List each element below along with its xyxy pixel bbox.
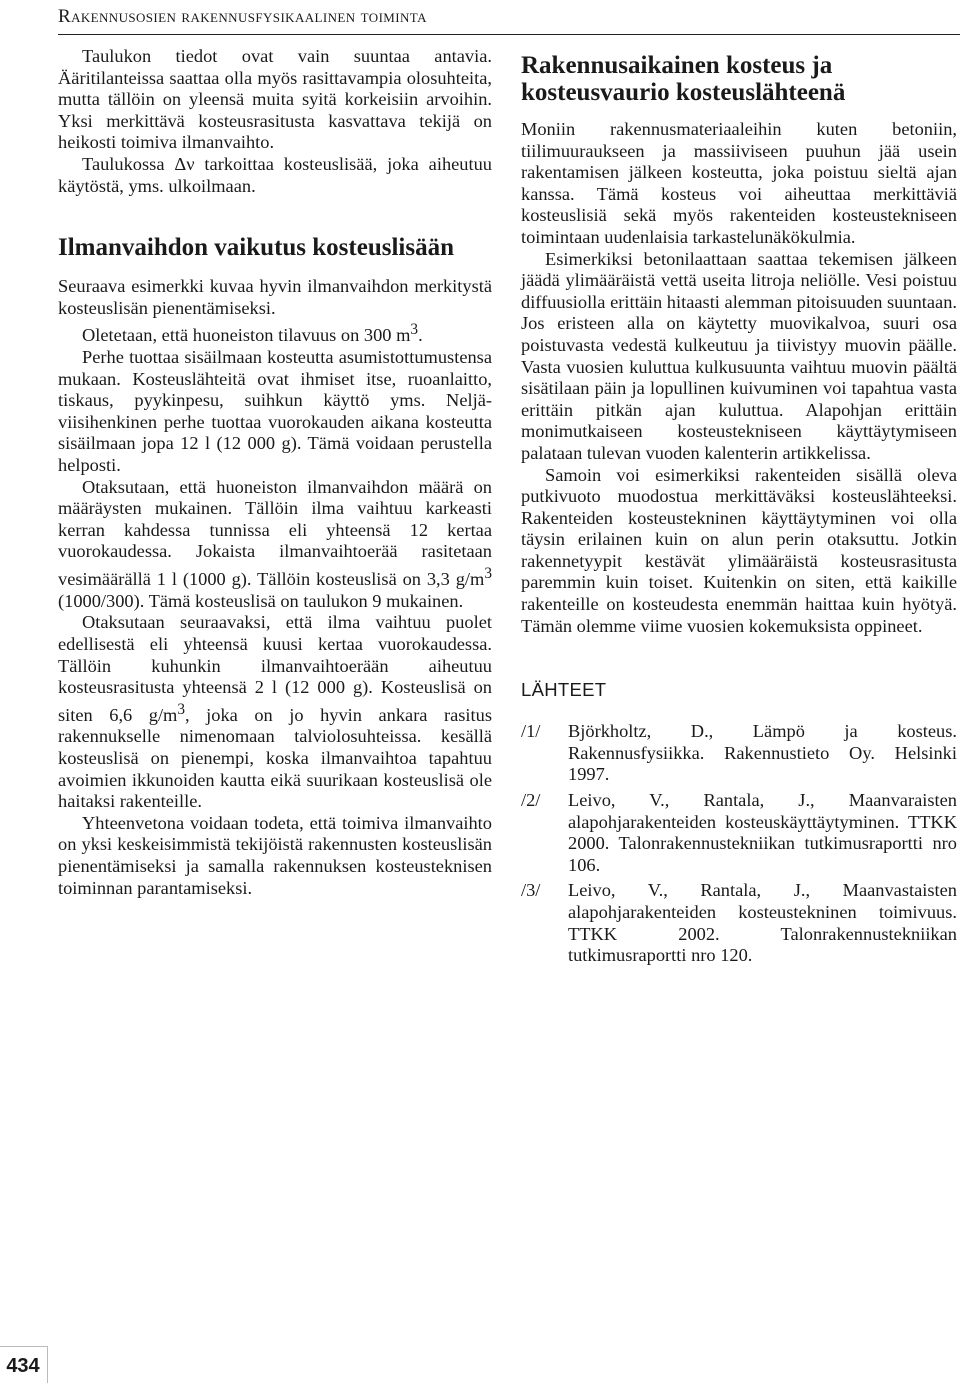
references-heading: LÄHTEET: [521, 679, 607, 701]
paragraph: Seuraava esimerkki kuvaa hyvin ilmanvaihdon merkitystä kosteuslisän pienentämiseksi.: [58, 276, 492, 318]
right-column: [521, 46, 957, 971]
page-number: 434: [0, 1350, 46, 1383]
reference-number: /3/: [521, 880, 541, 901]
reference-text: Björkholtz, D., Lämpö ja kosteus. Rakennusfysiikka. Rakennustieto Oy. Helsinki 1997.: [568, 721, 957, 785]
delta-nu-symbol: Δν: [174, 153, 195, 174]
paragraph: Moniin rakennusmateriaaleihin kuten betoniin, tiilimuuraukseen ja massiiviseen puuhun jää usein rakentamisen jälkeen kosteutta, joka poistuu sieltä ajan kanssa. Tämä kosteus voi aiheuttaa merkittäviä kosteuslisiä sekä myös rakenteiden kosteustekniseen toimintaan uudenlaisia tarkastelunäkökulmia.: [521, 119, 957, 247]
paragraph: Taulukon tiedot ovat vain suuntaa antavia. Ääritilanteissa saattaa olla myös rasittavampia olosuhteita, mutta tällöin on yleensä muita syitä korkeisiin arvoihin. Yksi merkittävä kosteusrasitusta kasvattava tekijä on heikosti toimiva ilmanvaihto.: [58, 46, 492, 153]
header-rule: [58, 34, 960, 35]
text-span: Otaksutaan, että huoneiston ilmanvaihdon määrä on määräysten mukainen. Tällöin ilma vaihtuu karkeasti kerran kahdessa tunnissa eli yhteensä 12 kertaa vuorokaudessa. Jokaista ilmanvaihtoerää rasitetaan vesimäärällä 1 l (1000 g). Tällöin kosteuslisä on 3,3 g/m: [58, 476, 492, 590]
superscript: 3: [484, 565, 492, 582]
paragraph: [58, 477, 492, 613]
running-head: Rakennusosien rakennusfysikaalinen toiminta: [58, 6, 427, 27]
paragraph: Yhteenvetona voidaan todeta, että toimiva ilmanvaihto on yksi keskeisimmistä tekijöistä rakennusten kosteuslisän pienentämiseksi ja samalla rakennuksen kosteusteknisen toiminnan parantamiseksi.: [58, 812, 492, 898]
reference-item: [521, 721, 957, 786]
paragraph: [58, 154, 492, 197]
superscript: 3: [410, 321, 419, 339]
superscript: 3: [177, 700, 186, 718]
text-span: Taulukossa: [82, 153, 175, 174]
reference-item: [521, 880, 957, 966]
text-span: .: [418, 325, 423, 346]
text-span: tarkoittaa kosteuslisää, joka aiheutuu käytöstä, yms. ulkoilmaan.: [58, 153, 492, 196]
reference-item: [521, 790, 957, 876]
paragraph: [58, 612, 492, 812]
text-span: (1000/300). Tämä kosteuslisä on taulukon 9 mukainen.: [58, 590, 464, 611]
paragraph: Esimerkiksi betonilaattaan saattaa tekemisen jälkeen jäädä ylimääräistä vettä useita litroja neliölle. Vesi poistuu diffuusiolla erittäin hitaasti alemman pitoisuuden suuntaan. Jos eristeen alla on käytetty muovikalvoa, suuri osa poistuvasta vedestä kulkeutuu ja tiivistyy muovin päälle. Vasta vuosien kuluttua kulkusuunta vaihtuu muovin päältä sisätilaan päin ja lopullinen kuivuminen voi tapahtua vasta erittäin pitkän ajan kuluttua. Alapohjan erittäin monimutkaiseen kosteustekniseen käyttäytymiseen palataan tulevan vuoden kalenterin artikkelissa.: [521, 248, 957, 463]
section-heading-ilmanvaihdon-vaikutus: Ilmanvaihdon vaikutus kosteuslisään: [58, 234, 454, 262]
paragraph: Samoin voi esimerkiksi rakenteiden sisällä oleva putkivuoto muodostua merkittäväksi kosteuslähteeksi. Rakenteiden kosteustekninen käyttäytyminen voi olla täysin erilainen kuin on alun perin otaksuttu. Jotkin rakennetyypit kestävät ylimääräistä kosteusrasitusta paremmin kuin toiset. Kuitenkin on siten, että kaikille rakenteille on kosteudesta enemmän haittaa kuin hyötyä. Tämän olemme viime vuosien kokemuksista oppineet.: [521, 464, 957, 636]
text-span: Oletetaan, että huoneiston tilavuus on 300 m: [82, 325, 411, 346]
reference-number: /2/: [521, 790, 541, 811]
left-column: [58, 46, 492, 899]
section-heading-rakennusaikainen-kosteus: Rakennusaikainen kosteus ja kosteusvaurio kosteuslähteenä: [521, 52, 846, 106]
text-span: , joka on jo hyvin ankara rasitus rakennukselle nimenomaan talviolosuhteissa. kesällä kosteuslisä on pienempi, koska ilmanvaihtoa tapahtuu avoimien ikkunoiden kautta eikä suurikaan kosteuslisä ole haitaksi rakenteille.: [58, 704, 493, 812]
reference-text: Leivo, V., Rantala, J., Maanvastaisten alapohjarakenteiden kosteustekninen toimivuus. TTKK 2002. Talonrakennustekniikan tutkimusraportti nro 120.: [568, 880, 957, 966]
paragraph: [58, 319, 492, 347]
text-span: Otaksutaan seuraavaksi, että ilma vaihtuu puolet edellisestä eli yhteensä kuusi kertaa vuorokaudessa. Tällöin kuhunkin ilmanvaihtoerään aiheutuu kosteusrasitusta yhteensä 2 l (12 000 g). Kosteuslisä on siten 6,6 g/m: [58, 612, 492, 725]
reference-text: Leivo, V., Rantala, J., Maanvaraisten alapohjarakenteiden kosteuskäyttäytyminen. TTKK 2000. Talonrakennustekniikan tutkimusraportti nro 106.: [568, 790, 957, 875]
paragraph: Perhe tuottaa sisäilmaan kosteutta asumistottumustensa mukaan. Kosteuslähteitä ovat ihmiset itse, ruoanlaitto, tiskaus, pyykinpesu, suihkun käyttö yms. Neljä-viisihenkinen perhe tuottaa vuorokauden aikana kosteutta sisäilmaan jopa 12 l (12 000 g). Tämä voidaan perustella helposti.: [58, 347, 492, 476]
reference-number: /1/: [521, 721, 541, 742]
